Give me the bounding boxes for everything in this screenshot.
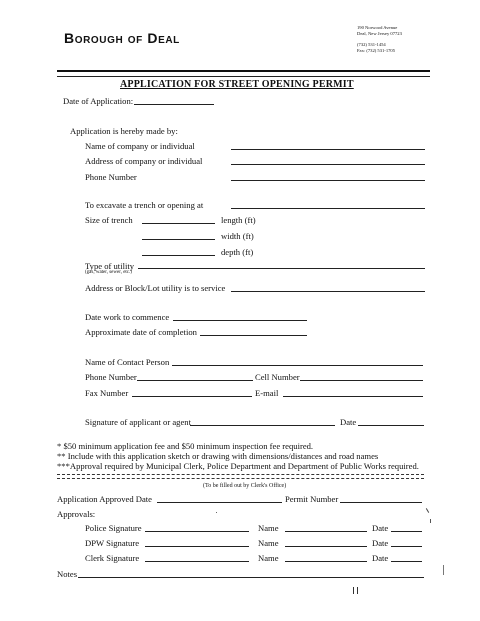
signature-date-label: Date	[340, 417, 357, 427]
borough-address	[357, 25, 402, 54]
utility-address-field[interactable]	[231, 291, 425, 292]
scan-speck-2	[430, 519, 431, 523]
clerk-divider-bottom	[57, 478, 424, 479]
clerk-date-field[interactable]	[391, 561, 422, 562]
dpw-date-label: Date	[372, 538, 389, 548]
depth-label: depth (ft)	[221, 247, 254, 257]
cell-number-label: Cell Number	[255, 372, 300, 382]
company-address-field[interactable]	[231, 164, 425, 165]
date-completion-label: Approximate date of completion	[85, 327, 197, 337]
clerk-signature-label: Clerk Signature	[85, 553, 140, 563]
contact-person-field[interactable]	[172, 365, 423, 366]
fax-number-field[interactable]	[132, 396, 252, 397]
contact-phone-field[interactable]	[137, 380, 253, 381]
police-signature-field[interactable]	[145, 531, 249, 532]
notes-label: Notes	[57, 569, 78, 579]
width-label: width (ft)	[221, 231, 254, 241]
police-name-field[interactable]	[285, 531, 367, 532]
phone-number-label: Phone Number	[85, 172, 137, 182]
note-1: * $50 minimum application fee and $50 minimum inspection fee required.	[57, 441, 314, 451]
clerk-signature-field[interactable]	[145, 561, 249, 562]
cell-number-field[interactable]	[300, 380, 423, 381]
company-address-label: Address of company or individual	[85, 156, 203, 166]
length-label: length (ft)	[221, 215, 256, 225]
approvals-label: Approvals:	[57, 509, 96, 519]
scan-speck-3	[443, 565, 444, 575]
contact-phone-label: Phone Number	[85, 372, 137, 382]
notes-field[interactable]	[78, 577, 424, 578]
date-commence-field[interactable]	[173, 320, 307, 321]
contact-person-label: Name of Contact Person	[85, 357, 170, 367]
dpw-name-field[interactable]	[285, 546, 367, 547]
header-rule-bottom	[57, 76, 430, 77]
permit-number-field[interactable]	[340, 502, 422, 503]
note-2: ** Include with this application sketch or drawing with dimensions/distances and road names	[57, 451, 379, 461]
clerk-divider-top	[57, 474, 424, 475]
type-of-utility-label: Type of utility	[85, 261, 135, 271]
phone-number-field[interactable]	[231, 180, 425, 181]
address-line-1: 190 Norwood Avenue	[357, 25, 398, 30]
approved-date-label: Application Approved Date	[57, 494, 152, 504]
size-of-trench-label: Size of trench	[85, 215, 133, 225]
phone-line: (732) 531-1454	[357, 42, 386, 47]
signature-label: Signature of applicant or agent	[85, 417, 191, 427]
signature-date-field[interactable]	[358, 425, 424, 426]
made-by-label: Application is hereby made by:	[70, 126, 178, 136]
date-commence-label: Date work to commence	[85, 312, 170, 322]
utility-address-label: Address or Block/Lot utility is to service	[85, 283, 226, 293]
dpw-signature-field[interactable]	[145, 546, 249, 547]
form-title: APPLICATION FOR STREET OPENING PERMIT	[120, 79, 354, 90]
email-field[interactable]	[283, 396, 423, 397]
email-label: E-mail	[255, 388, 279, 398]
scan-speck-5	[216, 512, 217, 513]
police-name-label: Name	[258, 523, 279, 533]
date-of-application-label: Date of Application:	[63, 96, 134, 106]
excavate-field[interactable]	[231, 208, 425, 209]
note-3: ***Approval required by Municipal Clerk, Police Department and Department of Public Works required.	[57, 461, 419, 471]
address-line-2: Deal, New Jersey 07723	[357, 31, 402, 36]
police-date-label: Date	[372, 523, 389, 533]
clerk-date-label: Date	[372, 553, 389, 563]
borough-title: Borough of Deal	[64, 30, 180, 46]
permit-number-label: Permit Number	[285, 494, 339, 504]
dpw-signature-label: DPW Signature	[85, 538, 140, 548]
approved-date-field[interactable]	[157, 502, 282, 503]
clerk-name-field[interactable]	[285, 561, 367, 562]
date-of-application-field[interactable]	[134, 104, 214, 105]
signature-field[interactable]	[190, 425, 335, 426]
clerk-name-label: Name	[258, 553, 279, 563]
police-signature-label: Police Signature	[85, 523, 142, 533]
date-completion-field[interactable]	[200, 335, 307, 336]
width-field[interactable]	[142, 239, 215, 240]
dpw-name-label: Name	[258, 538, 279, 548]
company-name-label: Name of company or individual	[85, 141, 195, 151]
scan-speck-1	[426, 508, 429, 513]
length-field[interactable]	[142, 223, 215, 224]
dpw-date-field[interactable]	[391, 546, 422, 547]
type-of-utility-field[interactable]	[138, 268, 425, 269]
police-date-field[interactable]	[391, 531, 422, 532]
utility-examples: (gas, water, sewer, etc.)	[85, 270, 132, 275]
excavate-label: To excavate a trench or opening at	[85, 200, 204, 210]
fax-number-label: Fax Number	[85, 388, 129, 398]
scan-speck-4	[353, 587, 358, 594]
header-rule-top	[57, 70, 430, 72]
company-name-field[interactable]	[231, 149, 425, 150]
fax-line: Fax: (732) 531-1705	[357, 48, 396, 53]
depth-field[interactable]	[142, 255, 215, 256]
clerk-office-note: (To be filled out by Clerk's Office)	[203, 483, 287, 489]
